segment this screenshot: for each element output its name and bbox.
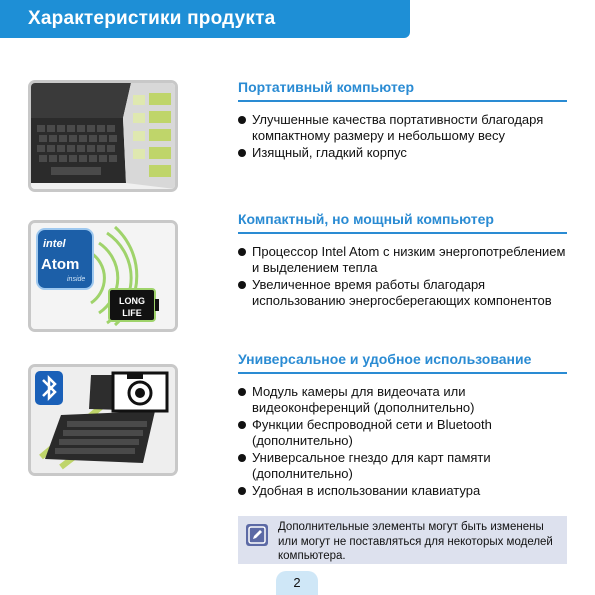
list-item: Модуль камеры для видеочата или видеоконференций (дополнительно)	[238, 384, 567, 415]
pencil-icon	[246, 524, 268, 546]
long-life-text-1: LONG	[119, 296, 145, 306]
section-title: Портативный компьютер	[238, 79, 567, 102]
section-portable	[238, 79, 567, 163]
section-title: Универсальное и удобное использование	[238, 351, 567, 374]
list-item: Процессор Intel Atom с низким энергопотреблением и выделением тепла	[238, 244, 567, 275]
bullet-list	[238, 244, 567, 308]
section-title: Компактный, но мощный компьютер	[238, 211, 567, 234]
note-text: Дополнительные элементы могут быть изменены или могут не поставляться для некоторых моделей компьютера.	[278, 521, 553, 562]
section-compact-powerful	[238, 211, 567, 310]
list-item: Функции беспроводной сети и Bluetooth (дополнительно)	[238, 417, 567, 448]
header-bar	[0, 0, 410, 38]
list-item: Улучшенные качества портативности благодаря компактному размеру и небольшому весу	[238, 112, 567, 143]
atom-logo-text: Atom	[41, 256, 80, 273]
list-item: Универсальное гнездо для карт памяти (дополнительно)	[238, 450, 567, 481]
bullet-list	[238, 112, 567, 161]
long-life-text-2: LIFE	[122, 308, 142, 318]
section-universal	[238, 351, 567, 501]
page-title: Характеристики продукта	[28, 8, 276, 29]
page-number: 2	[276, 571, 318, 595]
list-item: Изящный, гладкий корпус	[238, 145, 567, 161]
laptop-keyboard-image	[28, 80, 178, 192]
intel-logo-text: intel	[43, 238, 66, 250]
inside-logo-text: inside	[67, 276, 86, 283]
netbook-bluetooth-camera-image	[28, 364, 178, 476]
list-item: Удобная в использовании клавиатура	[238, 483, 567, 499]
list-item: Увеличенное время работы благодаря использованию энергосберегающих компонентов	[238, 277, 567, 308]
bullet-list	[238, 384, 567, 499]
note-box	[238, 516, 567, 564]
intel-atom-battery-image	[28, 220, 178, 332]
